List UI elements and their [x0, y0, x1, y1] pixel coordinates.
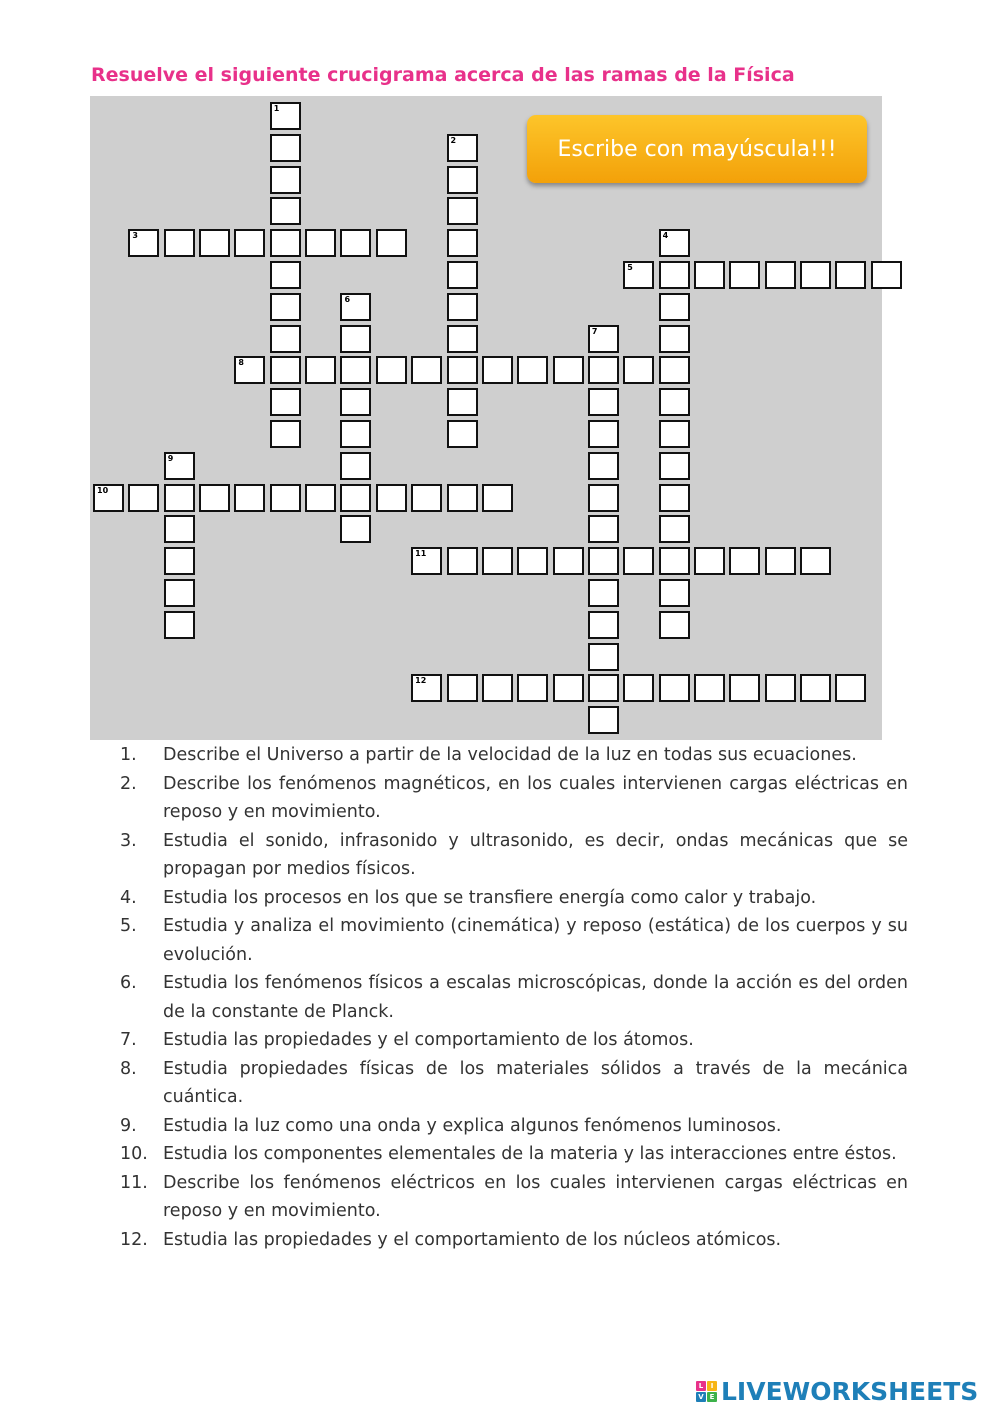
- crossword-cell[interactable]: [588, 579, 619, 607]
- clue-item-text: Describe el Universo a partir de la velocidad de la luz en todas sus ecuaciones.: [163, 745, 857, 765]
- crossword-letter-input[interactable]: [873, 263, 900, 287]
- crossword-letter-input[interactable]: [342, 327, 369, 351]
- crossword-letter-input[interactable]: [661, 676, 688, 700]
- clue-number: 7: [591, 326, 598, 336]
- crossword-letter-input[interactable]: [484, 486, 511, 510]
- crossword-letter-input[interactable]: [342, 422, 369, 446]
- crossword-letter-input[interactable]: [555, 358, 582, 382]
- crossword-cell[interactable]: [447, 166, 478, 194]
- crossword-cell[interactable]: [482, 484, 513, 512]
- crossword-letter-input[interactable]: [166, 549, 193, 573]
- crossword-cell[interactable]: [588, 420, 619, 448]
- crossword-cell[interactable]: [340, 388, 371, 416]
- crossword-cell[interactable]: [128, 484, 159, 512]
- crossword-cell[interactable]: [447, 134, 478, 162]
- crossword-cell[interactable]: [588, 547, 619, 575]
- crossword-cell[interactable]: [659, 484, 690, 512]
- crossword-letter-input[interactable]: [342, 454, 369, 478]
- crossword-cell[interactable]: [270, 484, 301, 512]
- crossword-letter-input[interactable]: [130, 231, 157, 255]
- clue-item: [0, 969, 908, 1026]
- crossword-cell[interactable]: [517, 356, 548, 384]
- crossword-cell[interactable]: [659, 452, 690, 480]
- crossword-letter-input[interactable]: [166, 581, 193, 605]
- crossword-letter-input[interactable]: [590, 486, 617, 510]
- crossword-letter-input[interactable]: [272, 327, 299, 351]
- crossword-cell[interactable]: [447, 197, 478, 225]
- clue-number: 2: [450, 135, 457, 145]
- crossword-letter-input[interactable]: [696, 263, 723, 287]
- crossword-letter-input[interactable]: [236, 358, 263, 382]
- crossword-letter-input[interactable]: [272, 295, 299, 319]
- crossword-letter-input[interactable]: [272, 199, 299, 223]
- crossword-cell[interactable]: [411, 674, 442, 702]
- clue-item-text: Estudia los procesos en los que se transfiere energía como calor y trabajo.: [163, 887, 817, 908]
- crossword-cell[interactable]: [482, 674, 513, 702]
- crossword-cell[interactable]: [411, 484, 442, 512]
- crossword-letter-input[interactable]: [590, 645, 617, 669]
- crossword-cell[interactable]: [234, 484, 265, 512]
- crossword-cell[interactable]: [588, 484, 619, 512]
- crossword-cell[interactable]: [340, 356, 371, 384]
- crossword-cell[interactable]: [659, 674, 690, 702]
- crossword-cell[interactable]: [164, 611, 195, 639]
- clue-number: 4: [662, 231, 669, 241]
- clue-item-text: Describe los fenómenos eléctricos en los cuales intervienen cargas eléctricas en reposo y en movimiento.: [163, 1172, 908, 1221]
- crossword-cell[interactable]: [553, 547, 584, 575]
- crossword-cell[interactable]: [517, 547, 548, 575]
- clue-item: [0, 1226, 908, 1255]
- clue-list: [0, 741, 1000, 1254]
- crossword-letter-input[interactable]: [342, 358, 369, 382]
- crossword-cell[interactable]: [340, 515, 371, 543]
- clue-item-text: Estudia la luz como una onda y explica algunos fenómenos luminosos.: [163, 1115, 782, 1136]
- crossword-cell[interactable]: [270, 229, 301, 257]
- crossword-letter-input[interactable]: [272, 390, 299, 414]
- crossword-cell[interactable]: [270, 261, 301, 289]
- crossword-letter-input[interactable]: [837, 263, 864, 287]
- crossword-letter-input[interactable]: [484, 358, 511, 382]
- crossword-letter-input[interactable]: [449, 676, 476, 700]
- crossword-cell[interactable]: [553, 674, 584, 702]
- crossword-cell[interactable]: [411, 356, 442, 384]
- clue-item: [0, 741, 908, 770]
- crossword-letter-input[interactable]: [342, 517, 369, 541]
- crossword-cell[interactable]: [659, 547, 690, 575]
- crossword-letter-input[interactable]: [342, 295, 369, 319]
- crossword-letter-input[interactable]: [449, 295, 476, 319]
- crossword-letter-input[interactable]: [767, 263, 794, 287]
- crossword-cell[interactable]: [729, 547, 760, 575]
- clue-number: 8: [238, 358, 244, 368]
- crossword-cell[interactable]: [800, 674, 831, 702]
- crossword-cell[interactable]: [305, 484, 336, 512]
- crossword-letter-input[interactable]: [484, 676, 511, 700]
- crossword-letter-input[interactable]: [555, 549, 582, 573]
- crossword-letter-input[interactable]: [378, 486, 405, 510]
- crossword-letter-input[interactable]: [201, 231, 228, 255]
- clue-item-text: Estudia los componentes elementales de la materia y las interacciones entre éstos.: [163, 1144, 897, 1164]
- crossword-cell[interactable]: [588, 643, 619, 671]
- crossword-letter-input[interactable]: [413, 358, 440, 382]
- crossword-cell[interactable]: [659, 611, 690, 639]
- clue-item: [0, 1112, 908, 1141]
- clue-item-number: 10.: [120, 1144, 148, 1164]
- clue-item-number: 3.: [120, 830, 137, 851]
- crossword-letter-input[interactable]: [731, 676, 758, 700]
- crossword-letter-input[interactable]: [378, 358, 405, 382]
- crossword-cell[interactable]: [164, 547, 195, 575]
- crossword-cell[interactable]: [588, 674, 619, 702]
- crossword-letter-input[interactable]: [307, 358, 334, 382]
- clue-item: [0, 1140, 908, 1169]
- crossword-letter-input[interactable]: [272, 358, 299, 382]
- crossword-letter-input[interactable]: [590, 358, 617, 382]
- crossword-letter-input[interactable]: [555, 676, 582, 700]
- crossword-cell[interactable]: [164, 452, 195, 480]
- crossword-letter-input[interactable]: [166, 517, 193, 541]
- clue-item-number: 4.: [120, 887, 137, 908]
- crossword-cell[interactable]: [623, 547, 654, 575]
- clue-number: 10: [97, 485, 109, 495]
- clue-item: [0, 1055, 908, 1112]
- instruction-badge: Escribe con mayúscula!!!: [527, 115, 867, 183]
- crossword-cell[interactable]: [694, 547, 725, 575]
- crossword-cell[interactable]: [234, 356, 265, 384]
- crossword-cell[interactable]: [164, 484, 195, 512]
- crossword-cell[interactable]: [447, 261, 478, 289]
- crossword-cell[interactable]: [270, 420, 301, 448]
- crossword-cell[interactable]: [659, 293, 690, 321]
- crossword-letter-input[interactable]: [413, 676, 440, 700]
- crossword-letter-input[interactable]: [449, 199, 476, 223]
- crossword-letter-input[interactable]: [661, 390, 688, 414]
- crossword-letter-input[interactable]: [590, 708, 617, 732]
- crossword-cell[interactable]: [694, 674, 725, 702]
- crossword-letter-input[interactable]: [272, 104, 299, 128]
- crossword-cell[interactable]: [411, 547, 442, 575]
- crossword-letter-input[interactable]: [342, 486, 369, 510]
- clue-item-text: Estudia los fenómenos físicos a escalas microscópicas, donde la acción es del orden de la constante de Planck.: [163, 973, 908, 1022]
- crossword-cell[interactable]: [659, 420, 690, 448]
- crossword-cell[interactable]: [447, 484, 478, 512]
- crossword-cell[interactable]: [164, 515, 195, 543]
- crossword-letter-input[interactable]: [802, 676, 829, 700]
- crossword-cell[interactable]: [729, 261, 760, 289]
- crossword-letter-input[interactable]: [661, 422, 688, 446]
- page-title: Resuelve el siguiente crucigrama acerca de las ramas de la Física: [91, 64, 795, 86]
- crossword-letter-input[interactable]: [519, 358, 546, 382]
- clue-item-text: Describe los fenómenos magnéticos, en los cuales intervienen cargas eléctricas en reposo y en movimiento.: [163, 773, 908, 822]
- crossword-cell[interactable]: [340, 229, 371, 257]
- crossword-letter-input[interactable]: [661, 263, 688, 287]
- crossword-letter-input[interactable]: [625, 549, 652, 573]
- crossword-letter-input[interactable]: [590, 676, 617, 700]
- clue-item-number: 6.: [120, 973, 137, 993]
- crossword-cell[interactable]: [270, 102, 301, 130]
- crossword-letter-input[interactable]: [590, 581, 617, 605]
- clue-number: 9: [167, 453, 174, 463]
- crossword-cell[interactable]: [340, 293, 371, 321]
- crossword-cell[interactable]: [340, 484, 371, 512]
- crossword-cell[interactable]: [376, 484, 407, 512]
- crossword-cell[interactable]: [199, 484, 230, 512]
- crossword-cell[interactable]: [164, 229, 195, 257]
- crossword-letter-input[interactable]: [449, 136, 476, 160]
- crossword-letter-input[interactable]: [590, 549, 617, 573]
- crossword-letter-input[interactable]: [590, 517, 617, 541]
- crossword-letter-input[interactable]: [661, 486, 688, 510]
- crossword-letter-input[interactable]: [519, 549, 546, 573]
- crossword-letter-input[interactable]: [449, 263, 476, 287]
- clue-item-number: 7.: [120, 1030, 137, 1050]
- crossword-cell[interactable]: [340, 452, 371, 480]
- clue-item: [0, 770, 908, 827]
- crossword-letter-input[interactable]: [661, 581, 688, 605]
- crossword-cell[interactable]: [305, 356, 336, 384]
- crossword-cell[interactable]: [517, 674, 548, 702]
- clue-number: 11: [415, 549, 427, 559]
- clue-item-number: 5.: [120, 916, 137, 936]
- crossword-letter-input[interactable]: [166, 454, 193, 478]
- crossword-letter-input[interactable]: [625, 358, 652, 382]
- crossword-letter-input[interactable]: [307, 231, 334, 255]
- crossword-cell[interactable]: [623, 674, 654, 702]
- crossword-cell[interactable]: [447, 674, 478, 702]
- clue-item-number: 9.: [120, 1115, 137, 1136]
- clue-item: [0, 884, 908, 913]
- crossword-cell[interactable]: [588, 515, 619, 543]
- clue-item: [0, 1169, 908, 1226]
- crossword-letter-input[interactable]: [731, 549, 758, 573]
- crossword-letter-input[interactable]: [272, 422, 299, 446]
- crossword-letter-input[interactable]: [272, 263, 299, 287]
- clue-item-text: Estudia y analiza el movimiento (cinemática) y reposo (estática) de los cuerpos y su evolución.: [163, 916, 908, 965]
- clue-item-number: 8.: [120, 1058, 137, 1079]
- crossword-cell[interactable]: [270, 293, 301, 321]
- crossword-cell[interactable]: [234, 229, 265, 257]
- crossword-letter-input[interactable]: [342, 231, 369, 255]
- clue-item-text: Estudia las propiedades y el comportamiento de los núcleos atómicos.: [163, 1229, 782, 1250]
- crossword-letter-input[interactable]: [661, 454, 688, 478]
- crossword-letter-input[interactable]: [449, 327, 476, 351]
- crossword-letter-input[interactable]: [166, 486, 193, 510]
- crossword-cell[interactable]: [447, 356, 478, 384]
- logo-text: LIVEWORKSHEETS: [721, 1377, 979, 1406]
- crossword-letter-input[interactable]: [449, 549, 476, 573]
- crossword-letter-input[interactable]: [307, 486, 334, 510]
- crossword-letter-input[interactable]: [272, 168, 299, 192]
- crossword-cell[interactable]: [588, 325, 619, 353]
- crossword-letter-input[interactable]: [95, 486, 122, 510]
- crossword-cell[interactable]: [340, 420, 371, 448]
- crossword-cell[interactable]: [270, 197, 301, 225]
- crossword-letter-input[interactable]: [378, 231, 405, 255]
- crossword-letter-input[interactable]: [837, 676, 864, 700]
- crossword-cell[interactable]: [482, 547, 513, 575]
- crossword-letter-input[interactable]: [342, 390, 369, 414]
- crossword-letter-input[interactable]: [519, 676, 546, 700]
- liveworksheets-logo: [696, 1377, 978, 1406]
- crossword-cell[interactable]: [835, 674, 866, 702]
- crossword-cell[interactable]: [659, 388, 690, 416]
- crossword-letter-input[interactable]: [696, 549, 723, 573]
- crossword-cell[interactable]: [588, 356, 619, 384]
- crossword-letter-input[interactable]: [201, 486, 228, 510]
- crossword-cell[interactable]: [588, 611, 619, 639]
- crossword-board: [90, 96, 882, 740]
- crossword-letter-input[interactable]: [661, 613, 688, 637]
- crossword-cell[interactable]: [128, 229, 159, 257]
- crossword-letter-input[interactable]: [625, 263, 652, 287]
- crossword-letter-input[interactable]: [166, 613, 193, 637]
- crossword-cell[interactable]: [199, 229, 230, 257]
- clue-item-text: Estudia el sonido, infrasonido y ultrasonido, es decir, ondas mecánicas que se propagan por medios físicos.: [163, 830, 908, 879]
- crossword-letter-input[interactable]: [802, 549, 829, 573]
- crossword-letter-input[interactable]: [449, 231, 476, 255]
- crossword-cell[interactable]: [447, 325, 478, 353]
- crossword-cell[interactable]: [447, 293, 478, 321]
- crossword-cell[interactable]: [588, 452, 619, 480]
- crossword-cell[interactable]: [447, 547, 478, 575]
- crossword-cell[interactable]: [447, 229, 478, 257]
- clue-number: 6: [344, 294, 351, 304]
- clue-item: [0, 827, 908, 884]
- crossword-letter-input[interactable]: [767, 676, 794, 700]
- crossword-letter-input[interactable]: [661, 231, 688, 255]
- crossword-letter-input[interactable]: [484, 549, 511, 573]
- crossword-cell[interactable]: [305, 229, 336, 257]
- crossword-cell[interactable]: [482, 356, 513, 384]
- clue-item: [0, 912, 908, 969]
- crossword-cell[interactable]: [270, 166, 301, 194]
- crossword-cell[interactable]: [376, 356, 407, 384]
- crossword-letter-input[interactable]: [661, 327, 688, 351]
- crossword-letter-input[interactable]: [449, 358, 476, 382]
- crossword-letter-input[interactable]: [449, 486, 476, 510]
- crossword-letter-input[interactable]: [731, 263, 758, 287]
- crossword-letter-input[interactable]: [413, 486, 440, 510]
- crossword-letter-input[interactable]: [449, 390, 476, 414]
- crossword-letter-input[interactable]: [590, 454, 617, 478]
- clue-item: [0, 1026, 908, 1055]
- crossword-cell[interactable]: [659, 356, 690, 384]
- crossword-cell[interactable]: [270, 134, 301, 162]
- crossword-cell[interactable]: [800, 261, 831, 289]
- crossword-cell[interactable]: [270, 356, 301, 384]
- crossword-cell[interactable]: [376, 229, 407, 257]
- clue-item-text: Estudia propiedades físicas de los materiales sólidos a través de la mecánica cuántica.: [163, 1058, 908, 1107]
- crossword-cell[interactable]: [835, 261, 866, 289]
- crossword-cell[interactable]: [340, 325, 371, 353]
- clue-number: 5: [627, 263, 633, 272]
- crossword-letter-input[interactable]: [661, 358, 688, 382]
- crossword-letter-input[interactable]: [661, 517, 688, 541]
- crossword-letter-input[interactable]: [590, 390, 617, 414]
- crossword-letter-input[interactable]: [767, 549, 794, 573]
- crossword-letter-input[interactable]: [130, 486, 157, 510]
- clue-item-number: 1.: [120, 745, 137, 765]
- crossword-cell[interactable]: [588, 388, 619, 416]
- crossword-letter-input[interactable]: [236, 486, 263, 510]
- crossword-letter-input[interactable]: [661, 549, 688, 573]
- crossword-letter-input[interactable]: [236, 231, 263, 255]
- crossword-letter-input[interactable]: [696, 676, 723, 700]
- crossword-cell[interactable]: [623, 261, 654, 289]
- crossword-cell[interactable]: [659, 261, 690, 289]
- crossword-letter-input[interactable]: [413, 549, 440, 573]
- crossword-letter-input[interactable]: [166, 231, 193, 255]
- clue-number: 12: [415, 676, 427, 686]
- crossword-letter-input[interactable]: [661, 295, 688, 319]
- crossword-cell[interactable]: [800, 547, 831, 575]
- crossword-letter-input[interactable]: [272, 136, 299, 160]
- crossword-cell[interactable]: [659, 325, 690, 353]
- crossword-cell[interactable]: [659, 515, 690, 543]
- crossword-letter-input[interactable]: [590, 613, 617, 637]
- crossword-cell[interactable]: [765, 674, 796, 702]
- crossword-cell[interactable]: [729, 674, 760, 702]
- clue-number: 3: [132, 231, 138, 241]
- clue-item-number: 12.: [120, 1229, 148, 1250]
- crossword-cell[interactable]: [164, 579, 195, 607]
- crossword-cell[interactable]: [694, 261, 725, 289]
- crossword-cell[interactable]: [765, 547, 796, 575]
- crossword-cell[interactable]: [270, 388, 301, 416]
- crossword-letter-input[interactable]: [449, 168, 476, 192]
- crossword-cell[interactable]: [270, 325, 301, 353]
- crossword-cell[interactable]: [447, 420, 478, 448]
- logo-mark-icon: L I V E: [696, 1381, 717, 1402]
- crossword-cell[interactable]: [623, 356, 654, 384]
- crossword-letter-input[interactable]: [590, 327, 617, 351]
- crossword-cell[interactable]: [659, 579, 690, 607]
- clue-item-number: 2.: [120, 773, 137, 794]
- crossword-cell[interactable]: [93, 484, 124, 512]
- crossword-cell[interactable]: [765, 261, 796, 289]
- clue-number: 1: [273, 104, 280, 113]
- crossword-letter-input[interactable]: [272, 486, 299, 510]
- crossword-cell[interactable]: [553, 356, 584, 384]
- crossword-cell[interactable]: [447, 388, 478, 416]
- clue-item-number: 11.: [120, 1172, 148, 1193]
- crossword-letter-input[interactable]: [625, 676, 652, 700]
- crossword-letter-input[interactable]: [272, 231, 299, 255]
- crossword-letter-input[interactable]: [802, 263, 829, 287]
- crossword-letter-input[interactable]: [590, 422, 617, 446]
- crossword-cell[interactable]: [659, 229, 690, 257]
- crossword-cell[interactable]: [871, 261, 902, 289]
- clue-item-text: Estudia las propiedades y el comportamiento de los átomos.: [163, 1030, 694, 1050]
- crossword-letter-input[interactable]: [449, 422, 476, 446]
- crossword-cell[interactable]: [588, 706, 619, 734]
